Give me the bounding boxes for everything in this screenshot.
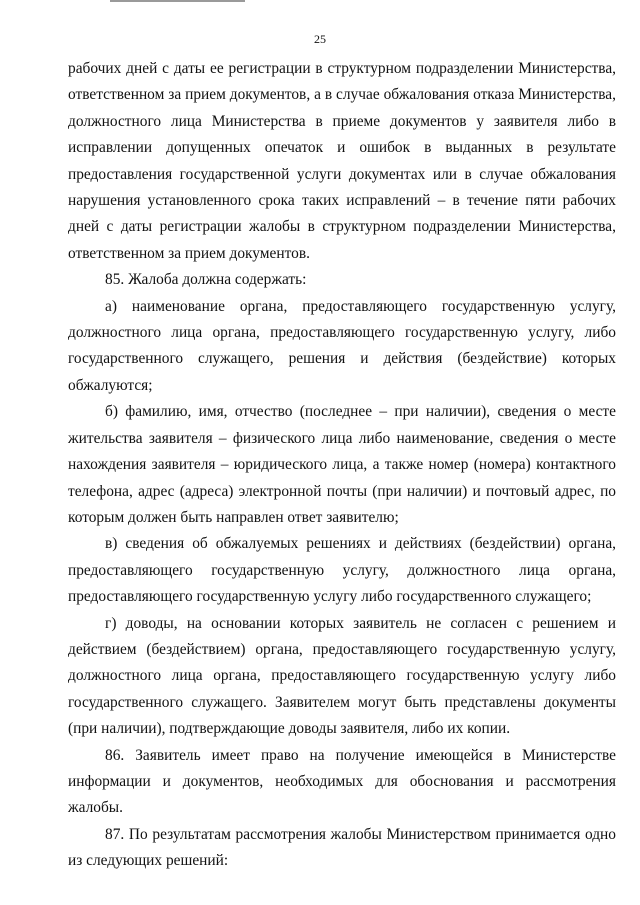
paragraph-86: 86. Заявитель имеет право на получение имеющейся в Министерстве информации и документов, необходимых для обоснования и рассмотрения жалобы. — [68, 746, 616, 817]
paragraph-85-a: а) наименование органа, предоставляющего государственную услугу, должностного лица органа, предоставляющего государственную услугу, либо государственного служащего, решения и действия (бездействие) которых обжалуются; — [68, 297, 616, 394]
paragraph-85: 85. Жалоба должна содержать: — [105, 271, 307, 289]
paragraph-continuation: рабочих дней с даты ее регистрации в структурном подразделении Министерства, ответственном за прием документов, а в случае обжалования отказа Министерства, должностного лица Министерства в приеме документов у заявителя либо в исправлении допущенных опечаток и ошибок в выданных в результате предоставления государственной услуги документах или в случае обжалования нарушения установленного срока таких исправлений – в течение пяти рабочих дней с даты регистрации жалобы в структурном подразделении Министерства, ответственном за прием документов. — [68, 60, 616, 262]
page-number: 25 — [314, 32, 326, 46]
document-body — [68, 56, 616, 875]
paragraph-85-g: г) доводы, на основании которых заявитель не согласен с решением и действием (бездействием) органа, предоставляющего государственную услугу, должностного лица органа, предоставляющего государственную услугу либо государственного служащего. Заявителем могут быть представлены документы (при наличии), подтверждающие доводы заявителя, либо их копии. — [68, 614, 616, 738]
paragraph-85-b: б) фамилию, имя, отчество (последнее – при наличии), сведения о месте жительства заявителя – физического лица либо наименование, сведения о месте нахождения заявителя – юридического лица, а также номер (номера) контактного телефона, адрес (адреса) электронной почты (при наличии) и почтовый адрес, по которым должен быть направлен ответ заявителю; — [68, 403, 616, 526]
top-edge-rule — [110, 0, 245, 2]
paragraph-85-v: в) сведения об обжалуемых решениях и действиях (бездействии) органа, предоставляющего государственную услугу, должностного лица органа, предоставляющего государственную услугу либо государственного служащего; — [68, 535, 616, 606]
paragraph-87: 87. По результатам рассмотрения жалобы Министерством принимается одно из следующих решений: — [68, 825, 616, 870]
